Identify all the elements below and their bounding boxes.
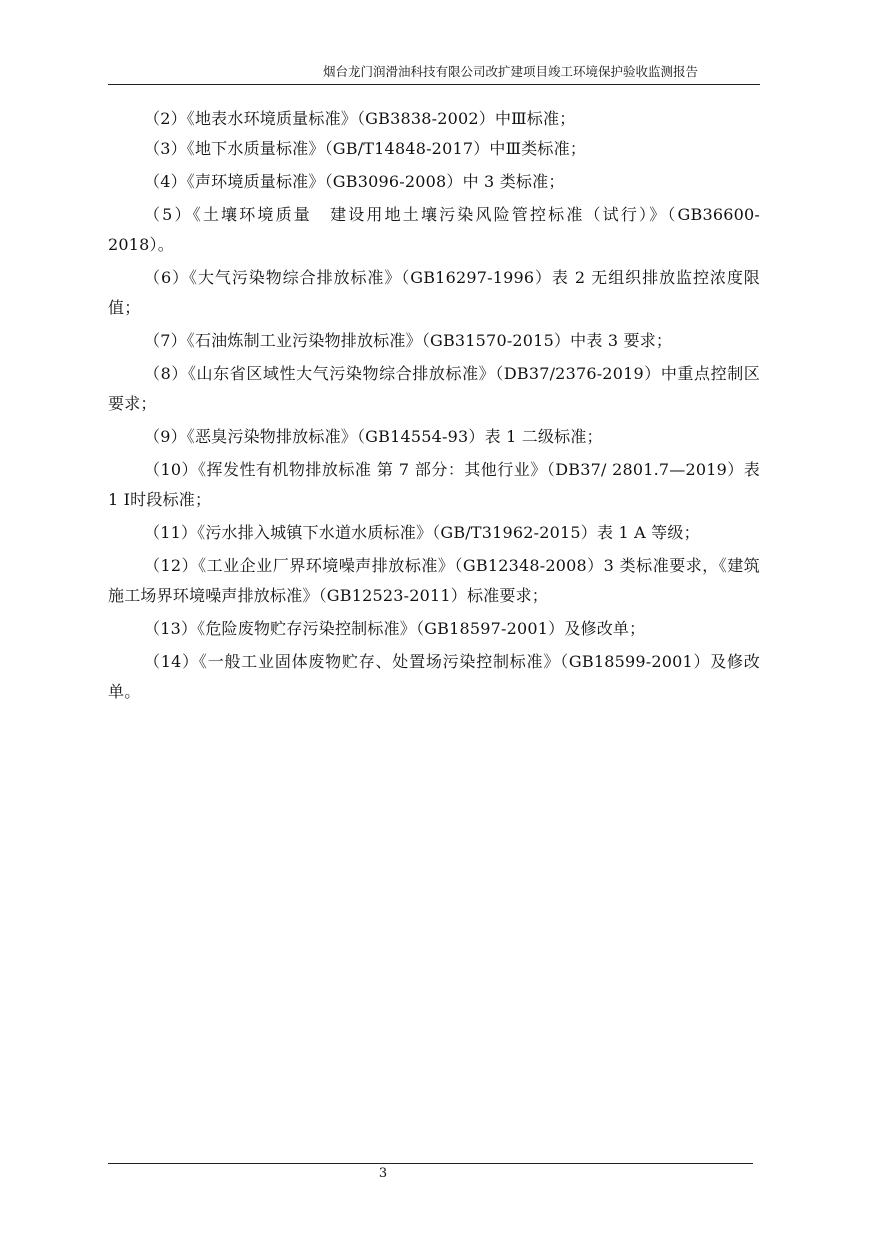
standard-item-9: （9）《恶臭污染物排放标准》（GB14554-93）表 1 二级标准； [144, 427, 603, 446]
standard-item-3: （3）《地下水质量标准》（GB/T14848-2017）中Ⅲ类标准； [144, 139, 587, 158]
header-title: 烟台龙门润滑油科技有限公司改扩建项目竣工环境保护验收监测报告 [322, 64, 698, 79]
standard-item-6: （6）《大气污染物综合排放标准》（GB16297-1996）表 2 无组织排放监控浓度限值； [108, 268, 760, 317]
page-number: 3 [378, 1166, 388, 1181]
document-body [108, 104, 760, 707]
footer-divider [108, 1163, 753, 1164]
standard-item-5: （5）《土壤环境质量 建设用地土壤污染风险管控标准（试行）》（GB36600-2018）。 [108, 205, 760, 254]
standard-item-12: （12）《工业企业厂界环境噪声排放标准》（GB12348-2008）3 类标准要求，《建筑施工场界环境噪声排放标准》（GB12523-2011）标准要求； [108, 556, 760, 605]
standard-item-10: （10）《挥发性有机物排放标准 第 7 部分：其他行业》（DB37/ 2801.7—2019）表 1 Ⅰ时段标准； [108, 460, 760, 509]
standard-item-11: （11）《污水排入城镇下水道水质标准》（GB/T31962-2015）表 1 A 等级； [144, 523, 700, 542]
standard-item-8: （8）《山东省区域性大气污染物综合排放标准》（DB37/2376-2019）中重点控制区要求； [108, 364, 760, 413]
standard-item-7: （7）《石油炼制工业污染物排放标准》（GB31570-2015）中表 3 要求； [144, 331, 673, 350]
standard-item-13: （13）《危险废物贮存污染控制标准》（GB18597-2001）及修改单； [144, 619, 646, 638]
standard-item-14: （14）《一般工业固体废物贮存、处置场污染控制标准》（GB18599-2001）及修改单。 [108, 652, 760, 701]
standard-item-2: （2）《地表水环境质量标准》（GB3838-2002）中Ⅲ标准； [144, 109, 576, 128]
page-header [108, 62, 760, 85]
standard-item-4: （4）《声环境质量标准》（GB3096-2008）中 3 类标准； [144, 172, 565, 191]
